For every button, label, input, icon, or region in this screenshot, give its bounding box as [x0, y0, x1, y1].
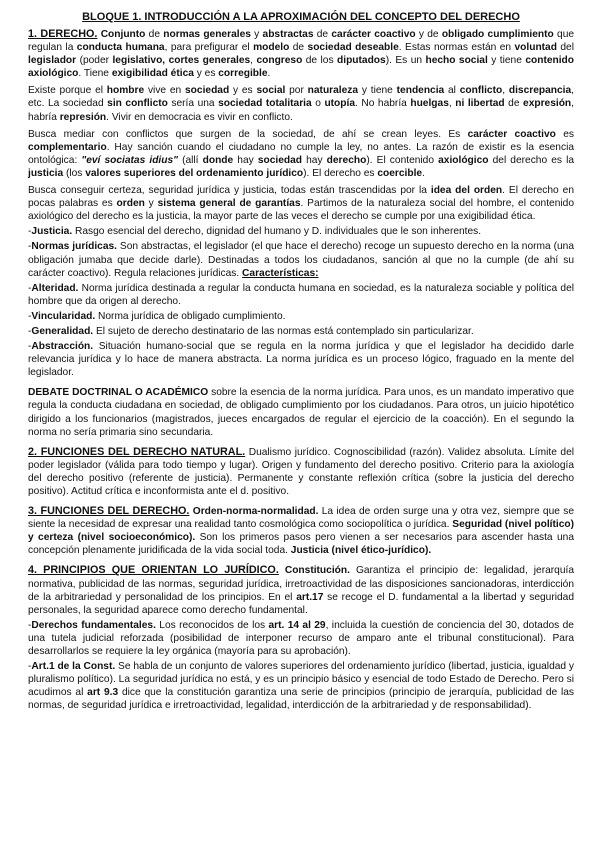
text: , etc. La sociedad: [28, 85, 574, 110]
bold-text: orden: [116, 198, 145, 210]
text: sobre la esencia de la norma jurídica. Para unos, es un mandato imperativo que regula la conducta ciudadana en sociedad, de obligado cumplimiento por los ciudadanos. Para otros, un juicio hipotético dirigido a los funcionarios (magistrados, jueces encargados de regular el ejercicio de la coacción). En el segundo la norma no sería primaria sino secundaria.: [28, 387, 574, 438]
text: y: [250, 29, 263, 40]
text: se recoge el D. fundamental a la libertad y seguridad personales, la seguridad aparece como derecho fundamental.: [28, 591, 574, 616]
text: Son abstractas, el legislador (el que hace el derecho) recoge un supuesto derecho en la norma (una obligación jumaba que decide darle). Destinadas a todos los ciudadanos, sanción al que no la cumple (de ahí su carácter coactivo). Regula relaciones jurídicas.: [28, 241, 574, 279]
bold-text: Conjunto: [100, 29, 146, 40]
bold-text: art.17: [296, 591, 324, 603]
bold-text: art. 14 al 29: [268, 619, 326, 631]
text: -: [28, 619, 32, 631]
text: al: [444, 85, 460, 97]
text: La idea de orden surge una y otra vez, siempre que se siente la necesidad de expresar una realidad tanto cosmológica como sociopolítica o jurídica.: [28, 506, 574, 531]
bold-text: hombre: [106, 85, 145, 97]
bold-text: legislador: [28, 55, 77, 67]
text: . Estas normas están en: [398, 42, 515, 54]
text: del derecho es la: [488, 154, 575, 166]
debate-paragraph: [28, 386, 574, 438]
list-item-normas-juridicas: [28, 240, 574, 279]
bold-text: Justicia (nivel ético-jurídico).: [290, 545, 432, 557]
section-3-paragraph: [28, 505, 574, 557]
text: es: [555, 128, 574, 140]
text: de: [289, 42, 308, 54]
bold-text: congreso: [256, 55, 303, 67]
bold-text: Justicia.: [31, 226, 73, 238]
bold-text: voluntad: [514, 42, 557, 54]
text: ). El contenido: [366, 154, 439, 166]
bold-text: coercible: [377, 167, 423, 179]
section-2-body: Dualismo jurídico. Cognoscibilidad (razón). Validez absoluta. Límite del poder legislador (válida para todo tiempo y lugar). Origen y fundamento del derecho positivo. Criterio para la axiología del derecho positivo (referente de justicia). Permanente y constante reflexión crítica (sobre la justicia del derecho positivo). Actitud crítica e inconformista ante el d. positivo.: [28, 446, 574, 497]
bold-text: DEBATE DOCTRINAL O ACADÉMICO: [28, 387, 209, 399]
bold-text: discrepancia: [508, 85, 572, 97]
bold-text: Orden-norma-normalidad.: [192, 506, 319, 518]
text: -: [28, 310, 32, 322]
bold-text: tendencia: [396, 85, 445, 97]
text: del: [556, 42, 574, 54]
text: por: [285, 85, 308, 97]
text: . Partimos de la naturaleza social del hombre, el contenido axiológico del derecho es la justicia, la mayor parte de las veces el derecho se cumple por una exigibilidad ética.: [28, 198, 574, 223]
section-2-heading: 2. FUNCIONES DEL DERECHO NATURAL.: [28, 445, 246, 458]
text: Norma jurídica de obligado cumplimiento.: [95, 310, 286, 322]
section-1-heading: 1. DERECHO.: [28, 28, 98, 40]
text: y: [144, 198, 158, 210]
bold-text: derecho: [326, 154, 367, 166]
bold-text: Derechos fundamentales.: [31, 619, 156, 631]
bold-text: Alteridad.: [31, 282, 79, 294]
bold-text: complementario: [28, 141, 107, 153]
list-item-vincularidad: [28, 310, 574, 323]
bold-text: Constitución.: [284, 565, 350, 577]
text: Son los primeros pasos pero vienen a ser necesarios para ascender hasta una concepción plenamente juridificada de la vida social toda.: [28, 532, 574, 557]
section-4-paragraph: [28, 564, 574, 616]
bold-text: sociedad: [185, 85, 230, 97]
bold-text: diputados: [337, 55, 386, 67]
bold-text: axiológico: [438, 154, 489, 166]
text: -: [28, 341, 32, 353]
section-1-paragraph-1: [28, 28, 574, 80]
text: , habría: [28, 98, 575, 123]
section-3-heading: 3. FUNCIONES DEL DERECHO.: [28, 505, 190, 518]
section-2-paragraph: [28, 446, 574, 498]
bold-text: carácter coactivo: [467, 128, 556, 140]
text: ). El derecho es: [303, 167, 378, 179]
text: y tiene: [358, 85, 397, 97]
text: . El derecho en pocas palabras es: [28, 185, 574, 210]
list-item-art1-constitucion: [28, 660, 574, 712]
text: (los: [63, 167, 86, 179]
bold-text: sociedad deseable: [307, 42, 399, 54]
bold-text: conflicto: [459, 85, 503, 97]
text: , incluida la cuestión de conciencia del 30, dotados de una tutela judicial reforzada (posibilidad de interponer recurso de amparo ante el tribunal constitucional). Para desarrollarlos se requiere la ley orgánica (mayoría para su aprobación).: [28, 619, 574, 658]
text: de: [145, 29, 164, 40]
bold-text: corregible: [218, 68, 268, 80]
text: ,: [250, 55, 257, 67]
text: sería una: [167, 98, 219, 110]
text: -: [28, 661, 32, 673]
bold-text: "eví sociatas idius": [81, 154, 178, 166]
bold-text: Abstracción.: [31, 341, 94, 353]
text: . No habría: [355, 98, 411, 110]
bold-text: social: [256, 85, 286, 97]
list-item-abstraccion: [28, 340, 574, 379]
text: . Vivir en democracia es vivir en conflicto.: [106, 111, 293, 123]
text: Situación humano-social que se regula en la norma jurídica y que el legislador ha decidido darle relevancia jurídica y lo hace de manera abstracta. La norma jurídica es un proceso lógico, fraguado en la mente del legislador.: [28, 341, 574, 379]
text: (poder: [76, 55, 113, 67]
text: o: [311, 98, 325, 110]
text: de: [313, 29, 332, 40]
text: .: [267, 68, 271, 80]
bold-text: donde: [202, 154, 234, 166]
bold-text: obligado cumplimiento: [441, 29, 554, 40]
text: ). Es un: [385, 55, 426, 67]
list-item-alteridad: [28, 282, 574, 308]
text: ,: [448, 98, 456, 110]
bold-text: abstractas: [262, 29, 314, 40]
bold-text: modelo: [253, 42, 290, 54]
bold-text: exigibilidad ética: [111, 68, 194, 80]
text: y de: [415, 29, 442, 40]
bold-text: Normas jurídicas.: [31, 241, 117, 253]
text: hay: [302, 154, 327, 166]
bold-text: contenido axiológico: [28, 55, 574, 80]
bold-text: sociedad totalitaria: [218, 98, 312, 110]
bold-text: represión: [59, 111, 107, 123]
bold-text: valores superiores del ordenamiento jurídico: [85, 167, 304, 179]
text: y tiene: [487, 55, 526, 67]
text: (allí: [177, 154, 203, 166]
text: y es: [229, 85, 257, 97]
bold-text: Seguridad (nivel político) y certeza (nivel socioeconómico).: [28, 519, 574, 544]
section-4-heading: 4. PRINCIPIOS QUE ORIENTAN LO JURÍDICO.: [28, 564, 279, 577]
text: de: [504, 98, 524, 110]
bold-text: utopía: [324, 98, 355, 110]
page-title: BLOQUE 1. INTRODUCCIÓN A LA APROXIMACIÓN DEL CONCEPTO DEL DERECHO: [82, 11, 520, 23]
text: Garantiza el principio de: legalidad, jerarquía normativa, publicidad de las normas, seguridad jurídica, irretroactividad de las disposiciones sancionadoras, interdicción de la arbitrariedad y personalidad de los principios. En el: [28, 565, 574, 603]
text: -: [28, 241, 32, 253]
text: -: [28, 325, 32, 337]
list-item-justicia: [28, 225, 574, 238]
bold-text: ni libertad: [455, 98, 505, 110]
bold-text: naturaleza: [307, 85, 359, 97]
list-item-generalidad: [28, 325, 574, 338]
bold-text: expresión: [523, 98, 572, 110]
bold-text: carácter coactivo: [331, 29, 416, 40]
text: hay: [233, 154, 258, 166]
text: . Tiene: [78, 68, 112, 80]
paragraph-text: [28, 29, 574, 79]
text: , para prefigurar el: [164, 42, 254, 54]
text: que regulan la: [28, 29, 575, 54]
text: vive en: [144, 85, 186, 97]
section-1-paragraph-2: [28, 84, 574, 123]
bold-text: Art.1 de la Const.: [31, 661, 116, 673]
bold-text: Generalidad.: [31, 325, 94, 337]
bold-text: art 9.3: [87, 687, 119, 699]
bold-text: huelgas: [410, 98, 449, 110]
text: dice que la constitución garantiza una serie de principios (principio de jerarquía, publicidad de las normas, de seguridad jurídica e irretroactividad, legalidad, interdicción de la arbitrariedad y de responsabilidad).: [28, 687, 574, 712]
bold-text: legislativo, cortes generales: [112, 55, 251, 67]
bold-text: conducta humana: [76, 42, 165, 54]
bold-text: hecho social: [425, 55, 488, 67]
bold-text: idea del orden: [430, 185, 503, 197]
bold-text: sistema general de garantías: [157, 198, 301, 210]
bold-text: Características:: [242, 267, 319, 279]
text: Busca conseguir certeza, seguridad jurídica y justicia, todas están trascendidas por la: [28, 185, 431, 197]
text: -: [28, 282, 32, 294]
text: Busca mediar con conflictos que surgen de la sociedad, de ahí se crean leyes. Es: [28, 128, 468, 140]
list-item-derechos-fundamentales: [28, 619, 574, 658]
section-1-paragraph-3: [28, 128, 574, 180]
text: -: [28, 226, 32, 238]
text: Se habla de un conjunto de valores superiores del ordenamiento jurídico (libertad, justicia, igualdad y pluralismo político). La seguridad jurídica no está, y es un principio básico y esencial de todo Estado de Derecho. Pero si acudimos al: [28, 661, 574, 699]
bold-text: sociedad: [257, 154, 303, 166]
text: Rasgo esencial del derecho, dignidad del humano y D. individuales que le son inherentes.: [72, 226, 482, 238]
bold-text: normas generales: [163, 29, 251, 40]
text: Los reconocidos de los: [155, 619, 269, 631]
text: .: [422, 167, 425, 179]
section-1-paragraph-4: [28, 184, 574, 223]
text: y es: [193, 68, 219, 80]
text: El sujeto de derecho destinatario de las normas está contemplado sin particularizar.: [93, 325, 474, 337]
bold-text: justicia: [28, 167, 64, 179]
text: . Hay sanción cuando el ciudadano no cumple la ley, no antes. La razón de existir es la esencia ontológica:: [28, 141, 574, 166]
bold-text: sin conflicto: [107, 98, 168, 110]
text: Existe porque el: [28, 85, 107, 97]
text: de los: [302, 55, 338, 67]
text: Norma jurídica destinada a regular la conducta humana en sociedad, es la naturaleza sociable y política del hombre que da origen al derecho.: [28, 282, 574, 307]
text: ,: [502, 85, 509, 97]
bold-text: Vincularidad.: [31, 310, 96, 322]
